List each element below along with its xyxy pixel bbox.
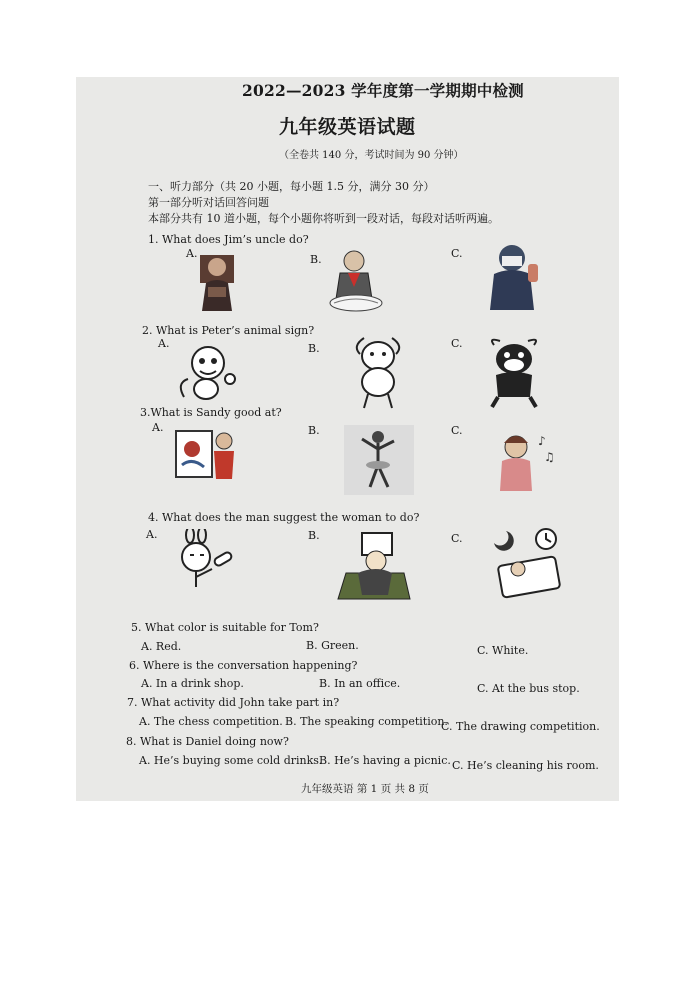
q8-option-a: A. He’s buying some cold drinks. — [139, 754, 323, 767]
q4-label-c: C. — [451, 532, 463, 545]
q2-label-c: C. — [451, 337, 463, 350]
goat-picture — [346, 332, 412, 410]
q2-label-b: B. — [308, 342, 320, 355]
question-7: 7. What activity did John take part in? — [127, 696, 340, 709]
q8-option-b: B. He’s having a picnic. — [319, 754, 451, 767]
exam-paper-photo — [76, 77, 619, 801]
exam-title: 2022—2023 学年度第一学期期中检测 — [242, 81, 524, 100]
q3-label-b: B. — [308, 424, 320, 437]
q1-label-c: C. — [451, 247, 463, 260]
relaxing-picture — [332, 529, 416, 603]
ox-picture — [480, 335, 548, 409]
section-header: 一、听力部分（共 20 小题，每小题 1.5 分，满分 30 分） — [148, 180, 435, 193]
q5-option-c: C. White. — [477, 644, 529, 657]
q5-option-b: B. Green. — [306, 639, 359, 652]
page-footer: 九年级英语 第 1 页 共 8 页 — [301, 783, 429, 795]
exam-note: （全卷共 140 分，考试时间为 90 分钟） — [279, 150, 464, 161]
q6-option-a: A. In a drink shop. — [141, 677, 244, 690]
q2-label-a: A. — [158, 337, 170, 350]
question-2: 2. What is Peter’s animal sign? — [142, 324, 315, 337]
medicine-picture — [172, 529, 242, 591]
svg-text:♪: ♪ — [538, 434, 546, 448]
q6-option-c: C. At the bus stop. — [477, 682, 580, 695]
question-5: 5. What color is suitable for Tom? — [131, 621, 319, 634]
painter-picture — [194, 247, 240, 313]
singing-picture — [482, 427, 558, 495]
monkey-picture — [174, 343, 240, 405]
svg-text:♫: ♫ — [544, 450, 555, 464]
q8-option-c: C. He’s cleaning his room. — [452, 759, 599, 772]
q6-option-b: B. In an office. — [319, 677, 401, 690]
cook-picture — [326, 247, 386, 315]
exam-subtitle: 九年级英语试题 — [279, 116, 416, 138]
painting-picture — [172, 425, 238, 483]
dancing-picture — [344, 425, 414, 495]
part-header: 第一部分听对话回答问题 — [148, 196, 269, 209]
question-8: 8. What is Daniel doing now? — [126, 735, 289, 748]
q3-label-a: A. — [152, 421, 164, 434]
q1-label-a: A. — [186, 247, 198, 260]
q3-label-c: C. — [451, 424, 463, 437]
question-6: 6. Where is the conversation happening? — [129, 659, 358, 672]
doctor-picture — [488, 240, 542, 312]
question-1: 1. What does Jim’s uncle do? — [148, 233, 309, 246]
question-3: 3.What is Sandy good at? — [140, 406, 282, 419]
question-4: 4. What does the man suggest the woman to do? — [148, 511, 420, 524]
sleeping-picture — [486, 525, 562, 599]
q7-option-b: B. The speaking competition. — [285, 715, 448, 728]
q1-label-b: B. — [310, 253, 322, 266]
instructions: 本部分共有 10 道小题，每个小题你将听到一段对话，每段对话听两遍。 — [148, 212, 499, 225]
q4-label-b: B. — [308, 529, 320, 542]
q5-option-a: A. Red. — [141, 640, 182, 653]
q7-option-c: C. The drawing competition. — [441, 720, 600, 733]
q4-label-a: A. — [146, 528, 158, 541]
q7-option-a: A. The chess competition. — [139, 715, 283, 728]
